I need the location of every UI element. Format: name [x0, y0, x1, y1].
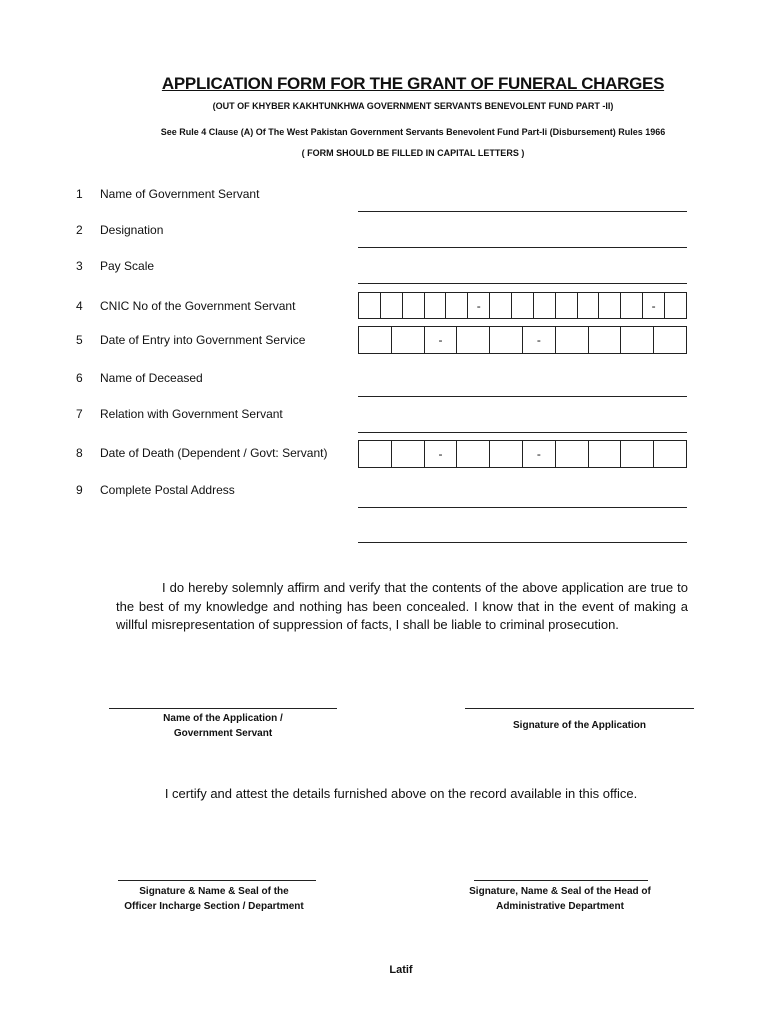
- cnic-digit-box[interactable]: [556, 293, 578, 318]
- designation-input[interactable]: [358, 247, 687, 248]
- date-separator: -: [425, 441, 458, 467]
- cnic-digit-box[interactable]: [425, 293, 447, 318]
- cnic-digit-box[interactable]: [534, 293, 556, 318]
- date-separator: -: [523, 441, 556, 467]
- field-label-relation: Relation with Government Servant: [100, 407, 283, 421]
- date-digit-box[interactable]: [556, 327, 589, 353]
- field-number: 1: [76, 187, 83, 201]
- field-number: 7: [76, 407, 83, 421]
- field-label-cnic: CNIC No of the Government Servant: [100, 299, 296, 313]
- head-signature-label-line-2: Administrative Department: [496, 901, 624, 912]
- applicant-signature-line[interactable]: [465, 708, 694, 709]
- head-signature-label: [446, 884, 674, 914]
- date-separator: -: [425, 327, 458, 353]
- date-digit-box[interactable]: [490, 441, 523, 467]
- relation-input[interactable]: [358, 432, 687, 433]
- field-number: 5: [76, 333, 83, 347]
- date-digit-box[interactable]: [589, 327, 622, 353]
- date-digit-box[interactable]: [359, 441, 392, 467]
- field-number: 9: [76, 483, 83, 497]
- cnic-digit-box[interactable]: [621, 293, 643, 318]
- field-label-name-of-deceased: Name of Deceased: [100, 371, 203, 385]
- date-digit-box[interactable]: [621, 327, 654, 353]
- head-signature-label-line-1: Signature, Name & Seal of the Head of: [469, 886, 651, 897]
- form-subtitle: (OUT OF KHYBER KAKHTUNKHWA GOVERNMENT SERVANTS BENEVOLENT FUND PART -II): [212, 101, 614, 111]
- field-number: 2: [76, 223, 83, 237]
- date-digit-box[interactable]: [392, 327, 425, 353]
- field-label-designation: Designation: [100, 223, 164, 237]
- field-label-date-of-entry: Date of Entry into Government Service: [100, 333, 306, 347]
- date-digit-box[interactable]: [621, 441, 654, 467]
- date-digit-box[interactable]: [490, 327, 523, 353]
- date-of-death-input-boxes[interactable]: [358, 440, 687, 468]
- cnic-digit-box[interactable]: [490, 293, 512, 318]
- applicant-name-label: [109, 711, 337, 741]
- fill-instruction: ( FORM SHOULD BE FILLED IN CAPITAL LETTERS ): [301, 148, 525, 158]
- head-signature-line[interactable]: [474, 880, 648, 881]
- field-label-name-of-government-servant: Name of Government Servant: [100, 187, 260, 201]
- field-label-date-of-death: Date of Death (Dependent / Govt: Servant): [100, 446, 328, 460]
- cnic-digit-box[interactable]: [381, 293, 403, 318]
- date-separator: -: [523, 327, 556, 353]
- cnic-digit-box[interactable]: [403, 293, 425, 318]
- rule-reference: See Rule 4 Clause (A) Of The West Pakistan Government Servants Benevolent Fund Part-Ii (Disbursement) Rules 1966: [160, 127, 666, 137]
- date-digit-box[interactable]: [392, 441, 425, 467]
- field-number: 6: [76, 371, 83, 385]
- cnic-input-boxes[interactable]: [358, 292, 687, 319]
- footer-author: Latif: [389, 964, 413, 976]
- name-of-government-servant-input[interactable]: [358, 211, 687, 212]
- pay-scale-input[interactable]: [358, 283, 687, 284]
- applicant-signature-label: Signature of the Application: [513, 720, 646, 731]
- officer-signature-label-line-2: Officer Incharge Section / Department: [124, 901, 304, 912]
- cnic-digit-box[interactable]: [599, 293, 621, 318]
- declaration-paragraph: [116, 579, 688, 635]
- date-of-entry-input-boxes[interactable]: [358, 326, 687, 354]
- cnic-digit-box[interactable]: [512, 293, 534, 318]
- date-digit-box[interactable]: [359, 327, 392, 353]
- declaration-text: I do hereby solemnly affirm and verify that the contents of the above application are true to the best of my knowledge and nothing has been concealed. I know that in the event of making a willful misrepresentation of suppression of facts, I shall be liable to criminal prosecution.: [116, 580, 688, 632]
- name-of-deceased-input[interactable]: [358, 396, 687, 397]
- date-digit-box[interactable]: [457, 327, 490, 353]
- field-label-pay-scale: Pay Scale: [100, 259, 155, 273]
- field-label-postal-address: Complete Postal Address: [100, 483, 235, 497]
- officer-signature-label: [100, 884, 328, 914]
- applicant-name-label-line-1: Name of the Application /: [163, 713, 283, 724]
- officer-signature-label-line-1: Signature & Name & Seal of the: [139, 886, 289, 897]
- date-digit-box[interactable]: [589, 441, 622, 467]
- postal-address-input-line-2[interactable]: [358, 542, 687, 543]
- date-digit-box[interactable]: [556, 441, 589, 467]
- applicant-name-line[interactable]: [109, 708, 337, 709]
- officer-signature-line[interactable]: [118, 880, 316, 881]
- cnic-digit-box[interactable]: [359, 293, 381, 318]
- date-digit-box[interactable]: [654, 327, 686, 353]
- cnic-separator: -: [643, 293, 665, 318]
- applicant-name-label-line-2: Government Servant: [173, 728, 273, 739]
- field-number: 4: [76, 299, 83, 313]
- field-number: 8: [76, 446, 83, 460]
- postal-address-input-line-1[interactable]: [358, 507, 687, 508]
- date-digit-box[interactable]: [654, 441, 686, 467]
- cnic-digit-box[interactable]: [446, 293, 468, 318]
- attestation-text: I certify and attest the details furnished above on the record available in this office.: [164, 786, 638, 801]
- cnic-digit-box[interactable]: [578, 293, 600, 318]
- form-title: APPLICATION FORM FOR THE GRANT OF FUNERAL CHARGES: [161, 74, 665, 93]
- field-number: 3: [76, 259, 83, 273]
- cnic-digit-box[interactable]: [665, 293, 686, 318]
- date-digit-box[interactable]: [457, 441, 490, 467]
- cnic-separator: -: [468, 293, 490, 318]
